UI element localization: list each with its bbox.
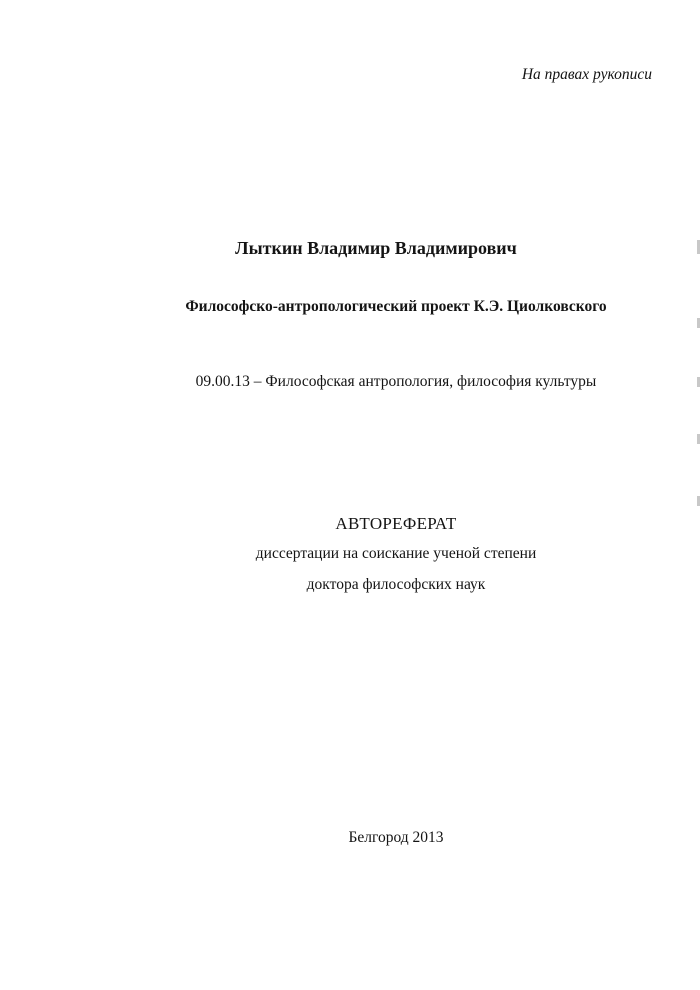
place-and-year: Белгород 2013 — [348, 829, 444, 846]
document-purpose-line-2: доктора философских наук — [306, 576, 486, 593]
author-name: Лыткин Владимир Владимирович — [235, 238, 517, 258]
document-type-heading: АВТОРЕФЕРАТ — [335, 514, 457, 533]
document-purpose-line-1: диссертации на соискание ученой степени — [255, 545, 537, 562]
specialty-code: 09.00.13 – Философская антропология, философия культуры — [195, 373, 597, 390]
manuscript-status-note: На правах рукописи — [521, 66, 652, 83]
dissertation-title: Философско-антропологический проект К.Э. Циолковского — [185, 298, 607, 315]
